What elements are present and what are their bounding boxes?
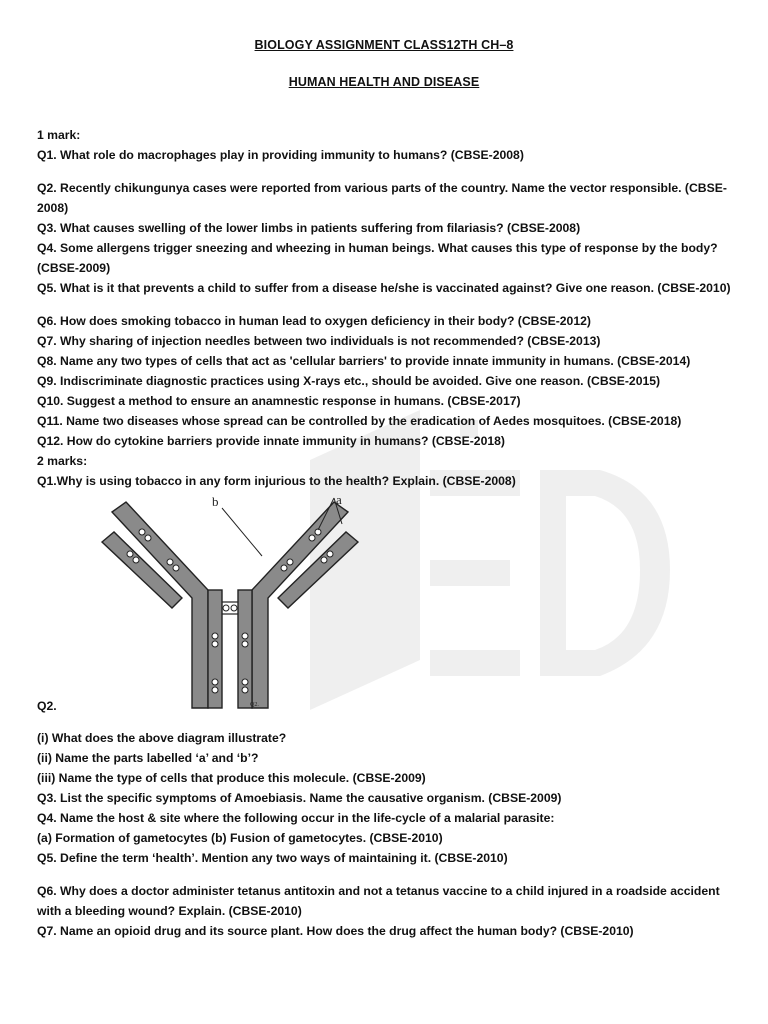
- document-subtitle: HUMAN HEALTH AND DISEASE: [288, 75, 480, 89]
- question-line: Q5. What is it that prevents a child to suffer from a disease he/she is vaccinated against? Give one reason. (CBSE-2010): [37, 281, 731, 295]
- question-line: Q3. List the specific symptoms of Amoebiasis. Name the causative organism. (CBSE-2009): [37, 791, 562, 805]
- question-line: Q7. Name an opioid drug and its source plant. How does the drug affect the human body? (CBSE-2010): [37, 924, 634, 938]
- question-line: Q3. What causes swelling of the lower limbs in patients suffering from filariasis? (CBSE-2008): [37, 221, 581, 235]
- diagram-label-b: b: [212, 494, 219, 509]
- question-line: Q10. Suggest a method to ensure an anamnestic response in humans. (CBSE-2017): [37, 394, 521, 408]
- question-line: Q5. Define the term ‘health’. Mention any two ways of maintaining it. (CBSE-2010): [37, 851, 508, 865]
- question-line: (CBSE-2009): [37, 261, 111, 275]
- question-line: (iii) Name the type of cells that produce this molecule. (CBSE-2009): [37, 771, 426, 785]
- question-line: Q4. Name the host & site where the following occur in the life-cycle of a malarial parasite:: [37, 811, 555, 825]
- antibody-diagram: [90, 490, 370, 718]
- question-line: Q6. How does smoking tobacco in human lead to oxygen deficiency in their body? (CBSE-2012): [37, 314, 591, 328]
- question-line: (i) What does the above diagram illustrate?: [37, 731, 287, 745]
- question-label: Q2.: [37, 699, 57, 713]
- section-heading-2-marks: 2 marks:: [37, 454, 88, 468]
- diagram-label-a: a: [336, 492, 342, 507]
- question-line: Q1.Why is using tobacco in any form injurious to the health? Explain. (CBSE-2008): [37, 474, 516, 488]
- question-line: Q1. What role do macrophages play in providing immunity to humans? (CBSE-2008): [37, 148, 524, 162]
- question-line: (a) Formation of gametocytes (b) Fusion of gametocytes. (CBSE-2010): [37, 831, 443, 845]
- diagram-caption: Q2.: [250, 702, 259, 708]
- question-line: Q9. Indiscriminate diagnostic practices using X-rays etc., should be avoided. Give one reason. (CBSE-2015): [37, 374, 661, 388]
- document-title: BIOLOGY ASSIGNMENT CLASS12TH CH–8: [254, 38, 514, 52]
- section-heading-1-mark: 1 mark:: [37, 128, 81, 142]
- question-line: Q2. Recently chikungunya cases were reported from various parts of the country. Name the vector responsible. (CBSE-: [37, 181, 727, 195]
- question-line: Q7. Why sharing of injection needles between two individuals is not recommended? (CBSE-2013): [37, 334, 601, 348]
- question-line: Q8. Name any two types of cells that act as 'cellular barriers' to provide innate immunity in humans. (CBSE-2014): [37, 354, 691, 368]
- question-line: Q6. Why does a doctor administer tetanus antitoxin and not a tetanus vaccine to a child injured in a roadside accident: [37, 884, 720, 898]
- question-line: with a bleeding wound? Explain. (CBSE-2010): [37, 904, 302, 918]
- question-line: (ii) Name the parts labelled ‘a’ and ‘b’?: [37, 751, 259, 765]
- question-line: 2008): [37, 201, 69, 215]
- question-line: Q4. Some allergens trigger sneezing and wheezing in human beings. What causes this type of response by the body?: [37, 241, 718, 255]
- question-line: Q12. How do cytokine barriers provide innate immunity in humans? (CBSE-2018): [37, 434, 505, 448]
- question-line: Q11. Name two diseases whose spread can be controlled by the eradication of Aedes mosquitoes. (CBSE-2018): [37, 414, 682, 428]
